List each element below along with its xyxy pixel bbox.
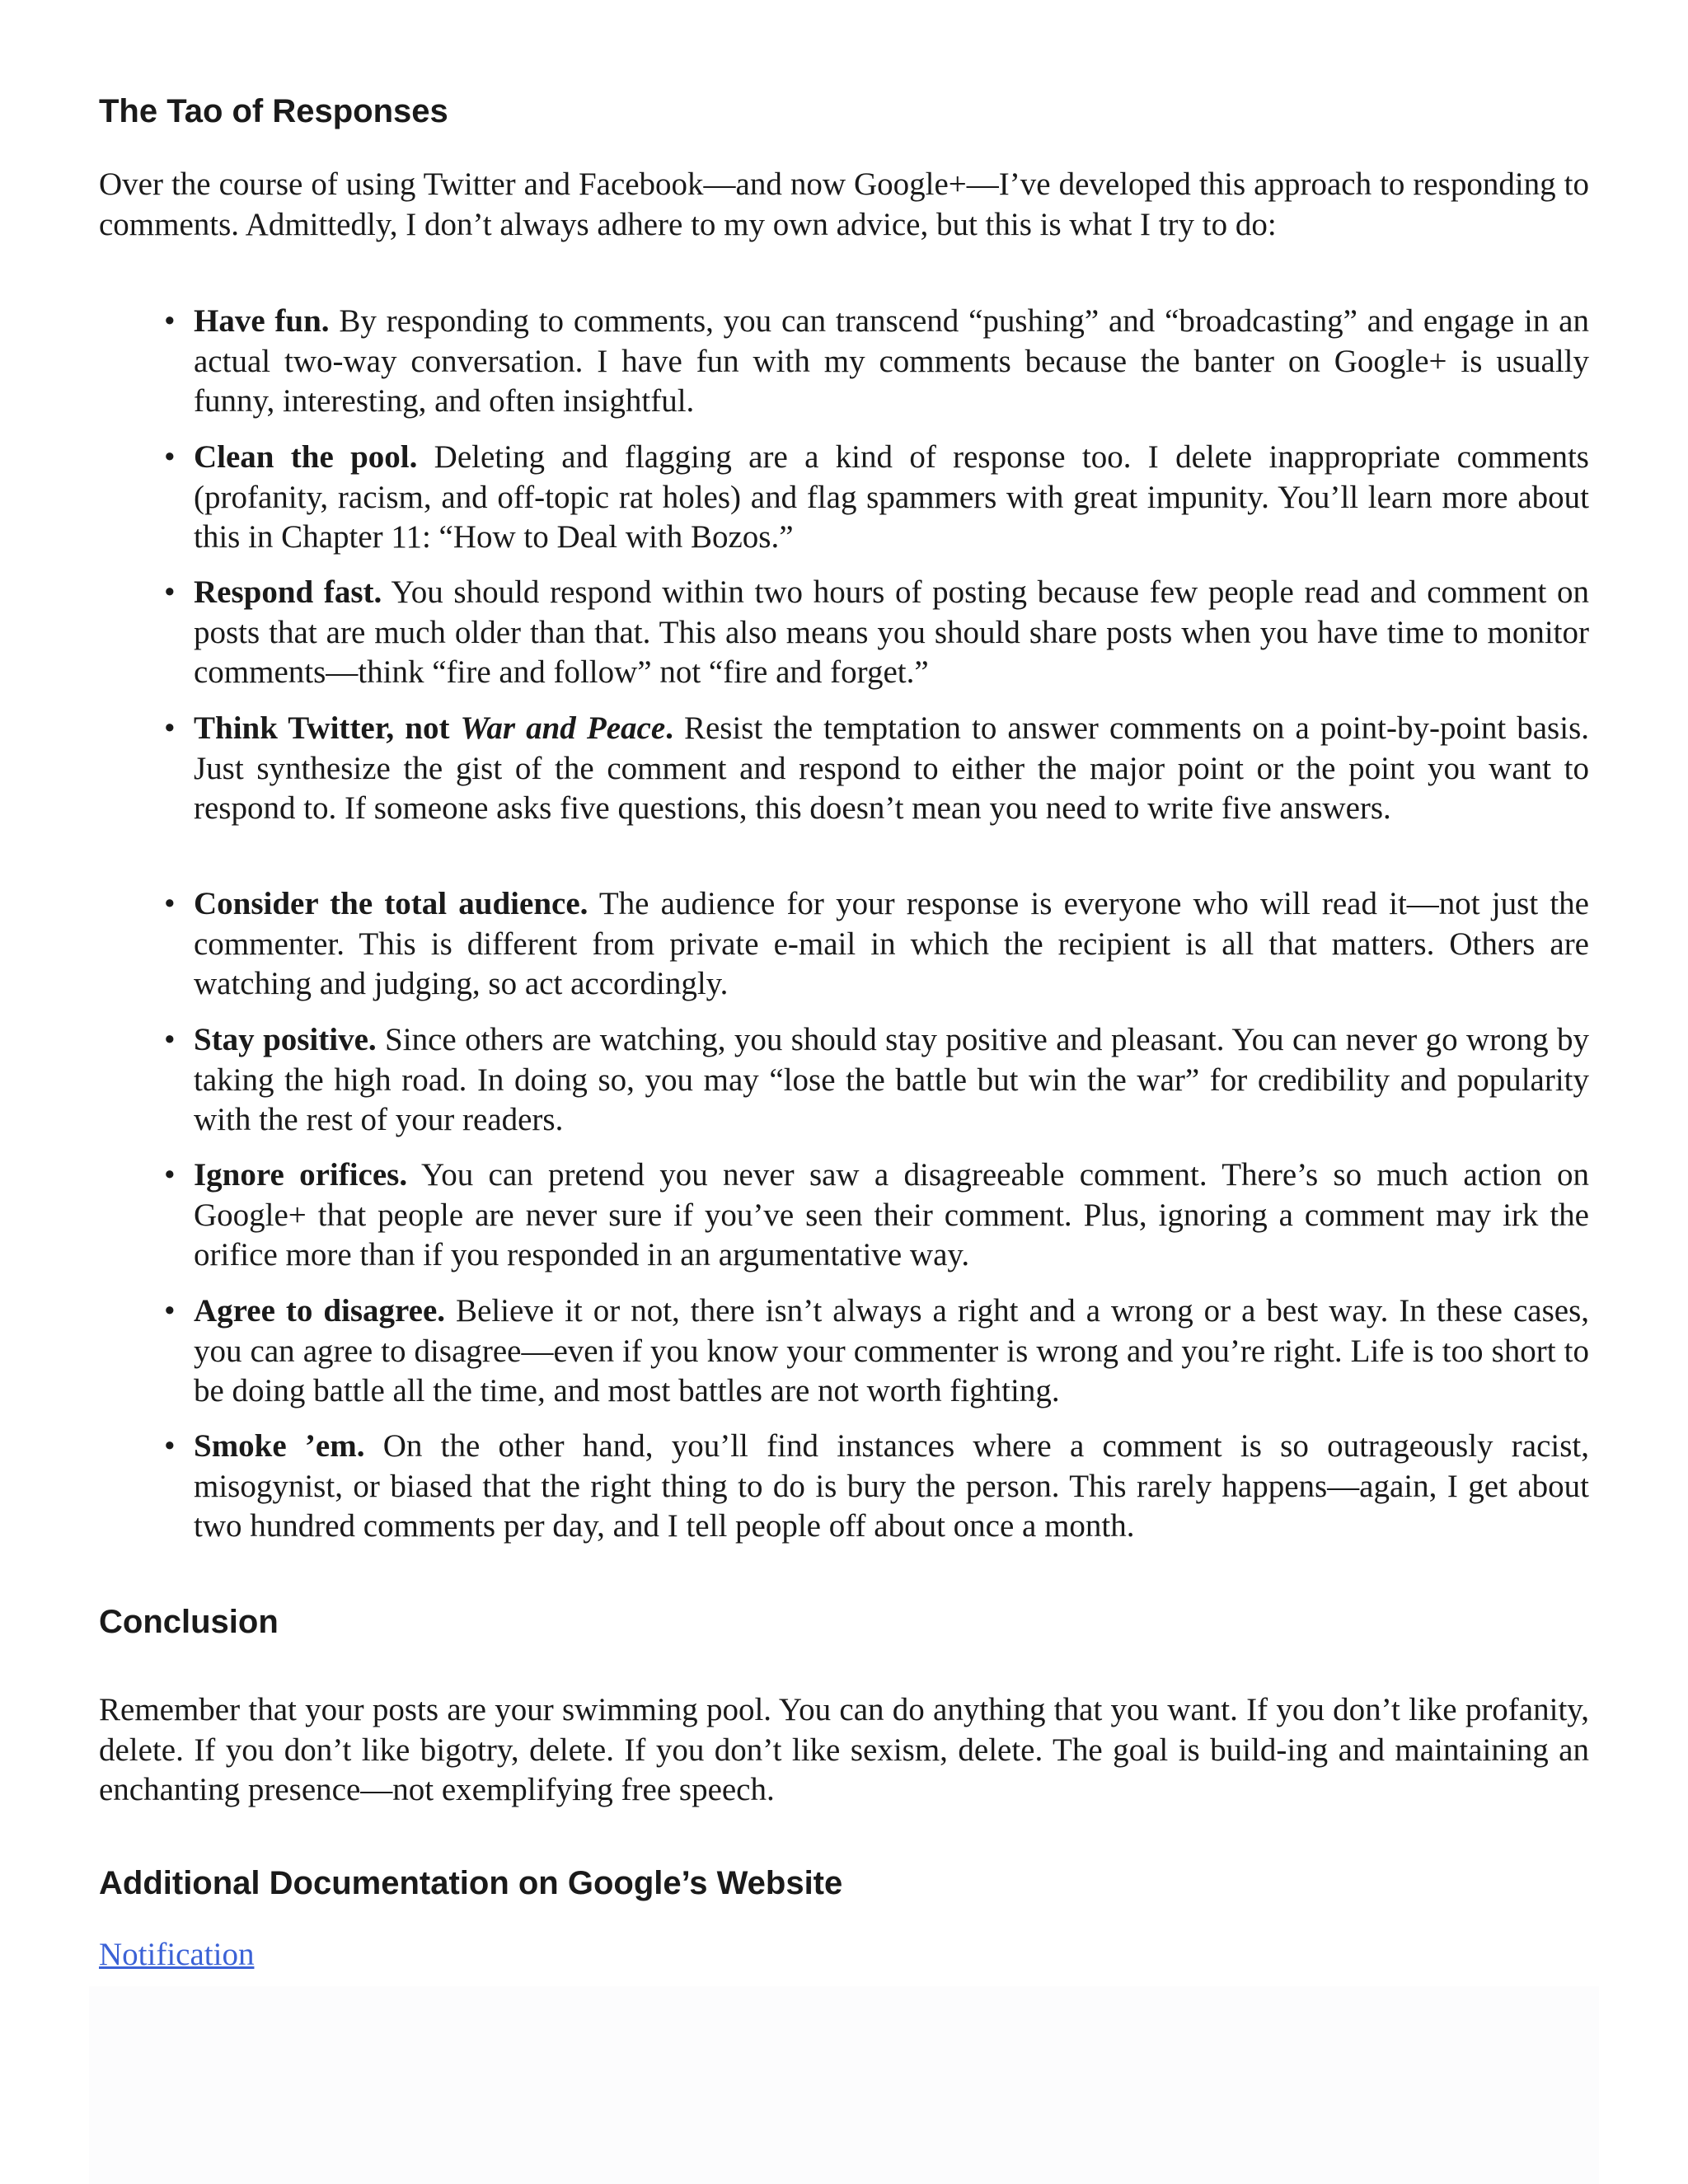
list-item — [164, 884, 1589, 1005]
notification-link[interactable]: Notification — [99, 1937, 255, 1972]
list-item — [164, 302, 1589, 422]
bullet-icon: • — [164, 303, 176, 339]
bullet-icon: • — [164, 1428, 176, 1464]
bullet-title: Consider the total audience. — [194, 886, 588, 921]
bullet-title: Agree to disagree. — [194, 1293, 446, 1329]
bullet-title: Respond fast. — [194, 574, 382, 610]
bullet-icon: • — [164, 710, 176, 746]
bullet-text: Resist the temptation to answer comments on a point-by-point basis. Just synthesize the gist of the comment and respond to either the major point or the point you want to respond to. If someone asks five questions, this doesn’t mean you need to write five answers. — [194, 710, 1589, 826]
bullet-title: Ignore orifices. — [194, 1157, 408, 1193]
list-item — [164, 1155, 1589, 1276]
list-item — [164, 1291, 1589, 1412]
bullet-title: Clean the pool. — [194, 439, 418, 475]
bullet-text: Since others are watching, you should stay positive and pleasant. You can never go wrong by taking the high road. In doing so, you may “lose the battle but win the war” for credibility and popularity with the rest of your readers. — [194, 1022, 1589, 1137]
bullet-title: Stay positive. — [194, 1022, 377, 1057]
bullet-icon: • — [164, 1157, 176, 1193]
list-item — [164, 1020, 1589, 1141]
bullet-text: Deleting and flagging are a kind of response too. I delete inappropriate comments (profanity, racism, and off-topic rat holes) and flag spammers with great impunity. You’ll learn more about this in Chapter 11: “How to Deal with Bozos.” — [194, 439, 1589, 555]
bullet-icon: • — [164, 1022, 176, 1057]
bullet-text: The audience for your response is everyone who will read it—not just the commenter. This is different from private e-mail in which the recipient is all that matters. Others are watching and judging, so act accordingly. — [194, 886, 1589, 1001]
section-heading-conclusion: Conclusion — [99, 1604, 279, 1640]
bullet-text: Believe it or not, there isn’t always a right and a wrong or a best way. In these cases, you can agree to disagree—even if you know your commenter is wrong and you’re right. Life is too short to be doing battle all the time, and most battles are not worth fighting. — [194, 1293, 1589, 1408]
bullet-text: You should respond within two hours of posting because few people read and comment on posts that are much older than that. This also means you should share posts when you have time to monitor comments—think “fire and follow” not “fire and forget.” — [194, 574, 1589, 690]
list-item — [164, 709, 1589, 829]
bullet-text: You can pretend you never saw a disagreeable comment. There’s so much action on Google+ that people are never sure if you’ve seen their comment. Plus, ignoring a comment may irk the orifice more than if you responded in an argumentative way. — [194, 1157, 1589, 1272]
bullet-title: Have fun. — [194, 303, 330, 339]
bullet-title — [194, 710, 673, 746]
conclusion-paragraph: Remember that your posts are your swimming pool. You can do anything that you want. If you don’t like profanity, delete. If you don’t like bigotry, delete. If you don’t like sexism, delete. The goal is build-ing and maintaining an enchanting presence—not exemplifying free speech. — [99, 1692, 1589, 1807]
bullet-text: On the other hand, you’ll find instances where a comment is so outrageously racist, misogynist, or biased that the right thing to do is bury the person. This rarely happens—again, I get about two hundred comments per day, and I tell people off about once a month. — [194, 1428, 1589, 1544]
list-item — [164, 438, 1589, 558]
list-item — [164, 1427, 1589, 1547]
bottom-panel — [89, 1986, 1599, 2184]
bullet-title-suffix: . — [665, 710, 673, 746]
section-heading-tao: The Tao of Responses — [99, 93, 448, 129]
section-heading-docs: Additional Documentation on Google’s Website — [99, 1865, 843, 1901]
intro-paragraph: Over the course of using Twitter and Facebook—and now Google+—I’ve developed this approach to responding to comments. Admittedly, I don’t always adhere to my own advice, but this is what I try to do: — [99, 166, 1589, 242]
bullet-title: Smoke ’em. — [194, 1428, 365, 1464]
bullet-icon: • — [164, 574, 176, 610]
bullet-icon: • — [164, 886, 176, 921]
bullet-title-italic: War and Peace — [460, 710, 666, 746]
bullet-icon: • — [164, 1293, 176, 1329]
bullet-text: By responding to comments, you can transcend “pushing” and “broadcasting” and engage in an actual two-way conversation. I have fun with my comments because the banter on Google+ is usually funny, interesting, and often insightful. — [194, 303, 1589, 419]
bullet-icon: • — [164, 439, 176, 475]
list-item — [164, 573, 1589, 693]
bullet-title-prefix: Think Twitter, not — [194, 710, 461, 746]
